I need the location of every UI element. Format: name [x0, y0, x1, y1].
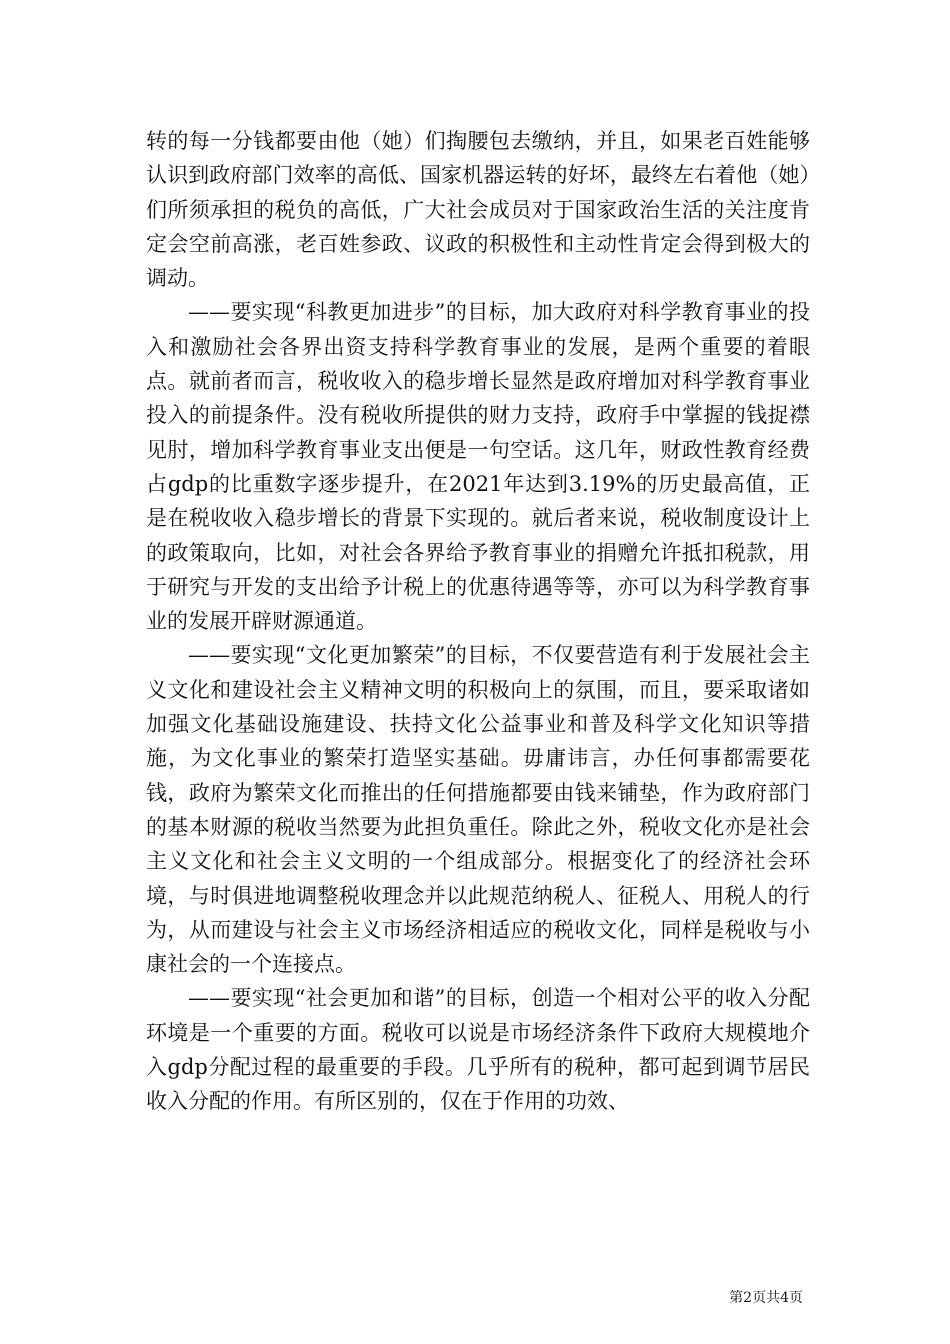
- page-number-footer: 第2页共4页: [729, 1290, 803, 1306]
- paragraph-culture: ——要实现“文化更加繁荣”的目标，不仅要营造有利于发展社会主义文化和建设社会主义精神文明的积极向上的氛围，而且，要采取诸如加强文化基础设施建设、扶持文化公益事业和普及科学文化知识等措施，为文化事业的繁荣打造坚实基础。毋庸讳言，办任何事都需要花钱，政府为繁荣文化而推出的任何措施都要由钱来铺垫，作为政府部门的基本财源的税收当然要为此担负重任。除此之外，税收文化亦是社会主义文化和社会主义文明的一个组成部分。根据变化了的经济社会环境，与时俱进地调整税收理念并以此规范纳税人、征税人、用税人的行为，从而建设与社会主义市场经济相适应的税收文化，同样是税收与小康社会的一个连接点。: [146, 643, 810, 977]
- document-body: [146, 124, 810, 1119]
- paragraph-continuation: 转的每一分钱都要由他（她）们掏腰包去缴纳，并且，如果老百姓能够认识到政府部门效率的高低、国家机器运转的好坏，最终左右着他（她）们所须承担的税负的高低，广大社会成员对于国家政治生活的关注度肯定会空前高涨，老百姓参政、议政的积极性和主动性肯定会得到极大的调动。: [146, 129, 810, 291]
- paragraph-society-harmony: ——要实现“社会更加和谐”的目标，创造一个相对公平的收入分配环境是一个重要的方面。税收可以说是市场经济条件下政府大规模地介入gdp分配过程的最重要的手段。几乎所有的税种，都可起到调节居民收入分配的作用。有所区别的，仅在于作用的功效、: [146, 986, 810, 1114]
- paragraph-science-education: ——要实现“科教更加进步”的目标，加大政府对科学教育事业的投入和激励社会各界出资支持科学教育事业的发展，是两个重要的着眼点。就前者而言，税收收入的稳步增长显然是政府增加对科学教育事业投入的前提条件。没有税收所提供的财力支持，政府手中掌握的钱捉襟见肘，增加科学教育事业支出便是一句空话。这几年，财政性教育经费占gdp的比重数字逐步提升，在2021年达到3.19%的历史最高值，正是在税收收入稳步增长的背景下实现的。就后者来说，税收制度设计上的政策取向，比如，对社会各界给予教育事业的捐赠允许抵扣税款，用于研究与开发的支出给予计税上的优惠待遇等等，亦可以为科学教育事业的发展开辟财源通道。: [146, 300, 810, 634]
